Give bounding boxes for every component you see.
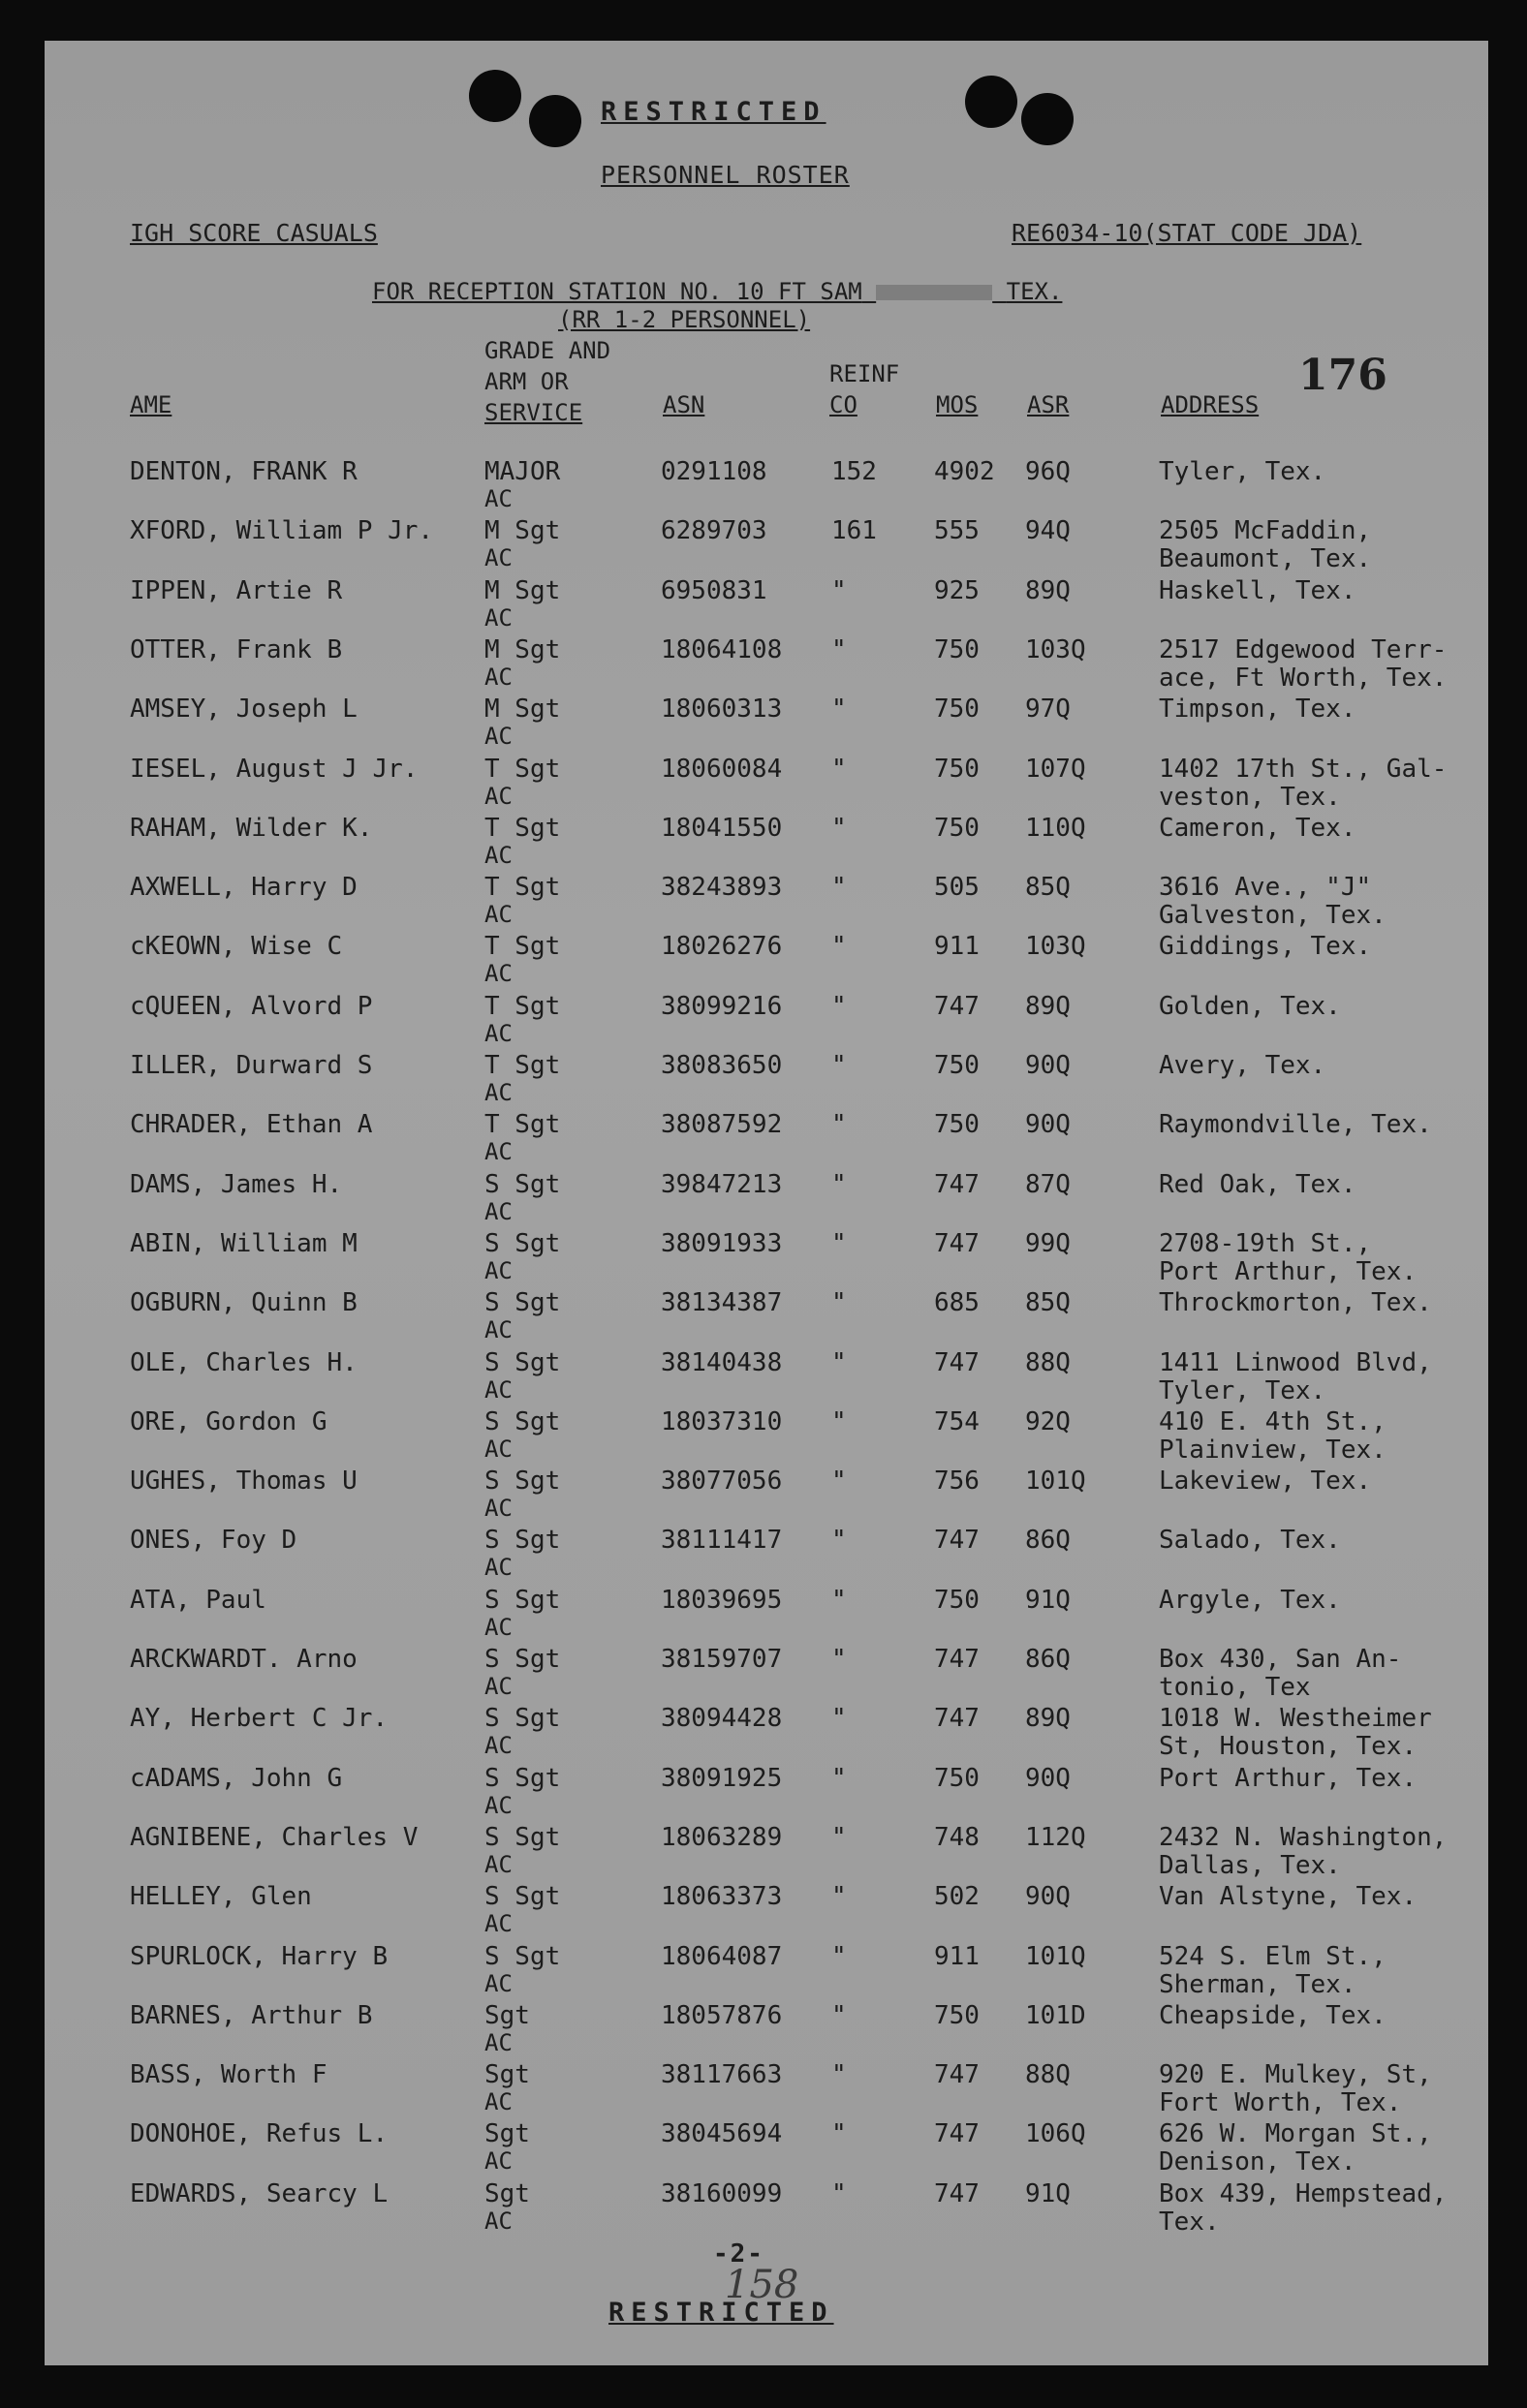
row-mos: 750 (934, 634, 980, 664)
row-address-line1: 1402 17th St., Gal- (1159, 754, 1448, 784)
row-mos: 756 (934, 1466, 980, 1497)
row-arm: AC (484, 1375, 513, 1404)
row-asr: 90Q (1025, 1882, 1071, 1912)
column-header-reinf (829, 358, 899, 420)
row-name: IESEL, August J Jr. (130, 754, 419, 784)
row-address-line2: ace, Ft Worth, Tex. (1159, 663, 1448, 693)
punch-hole (469, 70, 521, 122)
row-asn: 38087592 (661, 1110, 783, 1140)
row-grade: M Sgt (484, 695, 561, 725)
row-asn: 38099216 (661, 991, 783, 1021)
row-asr: 88Q (1025, 1347, 1071, 1377)
row-reinf-co: " (831, 873, 847, 903)
row-asn: 38160099 (661, 2178, 783, 2208)
station-tail: TEX. (1006, 278, 1063, 305)
row-arm: AC (484, 1435, 513, 1463)
row-arm: AC (484, 1673, 513, 1700)
row-grade: Sgt (484, 2178, 530, 2208)
row-asr: 85Q (1025, 1288, 1071, 1318)
row-asr: 90Q (1025, 1763, 1071, 1793)
row-name: AGNIBENE, Charles V (130, 1822, 419, 1852)
row-asn: 18060313 (661, 695, 783, 725)
row-grade: S Sgt (484, 1882, 561, 1912)
row-asr: 91Q (1025, 2178, 1071, 2208)
row-mos: 747 (934, 1228, 980, 1258)
row-name: DONOHOE, Refus L. (130, 2119, 389, 2149)
row-arm: AC (484, 1495, 513, 1523)
row-mos: 748 (934, 1822, 980, 1852)
row-grade: S Sgt (484, 1645, 561, 1674)
row-asn: 18039695 (661, 1585, 783, 1615)
row-asn: 38111417 (661, 1526, 783, 1556)
row-asr: 87Q (1025, 1169, 1071, 1199)
row-reinf-co: " (831, 1228, 847, 1258)
row-reinf-co: " (831, 1169, 847, 1199)
row-asn: 38077056 (661, 1466, 783, 1497)
row-asn: 18063373 (661, 1882, 783, 1912)
page-footer-number: -2- (713, 2239, 764, 2269)
row-asr: 101D (1025, 2000, 1086, 2030)
row-name: SPURLOCK, Harry B (130, 1941, 389, 1971)
row-mos: 4902 (934, 457, 995, 486)
row-reinf-co: " (831, 1526, 847, 1556)
row-name: BARNES, Arthur B (130, 2000, 373, 2030)
row-asr: 94Q (1025, 516, 1071, 546)
row-reinf-co: " (831, 813, 847, 843)
row-grade: T Sgt (484, 873, 561, 903)
row-address-line1: 2517 Edgewood Terr- (1159, 634, 1448, 664)
row-grade: S Sgt (484, 1941, 561, 1971)
row-address-line2: Galveston, Tex. (1159, 901, 1387, 931)
row-name: ORE, Gordon G (130, 1406, 327, 1436)
row-arm: AC (484, 2088, 513, 2116)
row-arm: AC (484, 1079, 513, 1106)
row-mos: 747 (934, 1347, 980, 1377)
row-asn: 38091925 (661, 1763, 783, 1793)
row-reinf-co: " (831, 1704, 847, 1734)
station-smudge (876, 285, 992, 300)
row-asr: 91Q (1025, 1585, 1071, 1615)
row-arm: AC (484, 1850, 513, 1878)
row-address-line2: veston, Tex. (1159, 782, 1341, 812)
row-asn: 38094428 (661, 1704, 783, 1734)
roster-subtitle: (RR 1-2 PERSONNEL) (558, 306, 811, 333)
row-asn: 6289703 (661, 516, 767, 546)
row-name: ATA, Paul (130, 1585, 266, 1615)
row-grade: M Sgt (484, 516, 561, 546)
row-grade: S Sgt (484, 1822, 561, 1852)
row-grade: S Sgt (484, 1169, 561, 1199)
row-asn: 38091933 (661, 1228, 783, 1258)
row-grade: S Sgt (484, 1347, 561, 1377)
row-mos: 505 (934, 873, 980, 903)
row-asr: 86Q (1025, 1645, 1071, 1674)
row-grade: T Sgt (484, 813, 561, 843)
row-name: RAHAM, Wilder K. (130, 813, 373, 843)
row-mos: 747 (934, 2119, 980, 2149)
row-name: cQUEEN, Alvord P (130, 991, 373, 1021)
row-arm: AC (484, 901, 513, 929)
row-mos: 750 (934, 1110, 980, 1140)
row-address-line1: Box 430, San An- (1159, 1645, 1402, 1674)
row-asn: 38140438 (661, 1347, 783, 1377)
row-asn: 18037310 (661, 1406, 783, 1436)
row-mos: 747 (934, 2178, 980, 2208)
row-name: BASS, Worth F (130, 2060, 327, 2090)
row-address-line2: Tex. (1159, 2207, 1220, 2237)
row-grade: S Sgt (484, 1406, 561, 1436)
page-number-stamp: 176 (1298, 351, 1387, 400)
row-grade: S Sgt (484, 1228, 561, 1258)
row-asr: 107Q (1025, 754, 1086, 784)
row-asr: 96Q (1025, 457, 1071, 486)
row-arm: AC (484, 1613, 513, 1641)
row-address-line2: Tyler, Tex. (1159, 1375, 1326, 1405)
row-address-line1: Haskell, Tex. (1159, 575, 1356, 605)
row-reinf-co: " (831, 991, 847, 1021)
row-arm: AC (484, 1256, 513, 1284)
row-mos: 750 (934, 695, 980, 725)
row-name: AXWELL, Harry D (130, 873, 358, 903)
row-grade: S Sgt (484, 1704, 561, 1734)
row-asn: 18063289 (661, 1822, 783, 1852)
row-asr: 103Q (1025, 634, 1086, 664)
row-arm: AC (484, 1910, 513, 1938)
row-mos: 911 (934, 932, 980, 962)
row-asn: 38117663 (661, 2060, 783, 2090)
row-name: cKEOWN, Wise C (130, 932, 343, 962)
row-reinf-co: " (831, 575, 847, 605)
row-arm: AC (484, 603, 513, 632)
punch-hole (1021, 93, 1074, 145)
row-asr: 89Q (1025, 575, 1071, 605)
row-name: DAMS, James H. (130, 1169, 343, 1199)
row-mos: 747 (934, 1645, 980, 1674)
document-page (45, 41, 1488, 2365)
row-reinf-co: " (831, 1051, 847, 1080)
row-asn: 18060084 (661, 754, 783, 784)
column-header-asr: ASR (1027, 391, 1070, 418)
row-asn: 38083650 (661, 1051, 783, 1080)
row-address-line1: Van Alstyne, Tex. (1159, 1882, 1418, 1912)
row-mos: 747 (934, 991, 980, 1021)
row-arm: AC (484, 723, 513, 751)
row-asr: 103Q (1025, 932, 1086, 962)
row-grade: S Sgt (484, 1763, 561, 1793)
row-address-line1: 2505 McFaddin, (1159, 516, 1372, 546)
row-arm: AC (484, 1969, 513, 1997)
station-line (372, 278, 1062, 305)
row-asr: 92Q (1025, 1406, 1071, 1436)
row-address-line1: Tyler, Tex. (1159, 457, 1326, 486)
row-asn: 0291108 (661, 457, 767, 486)
row-reinf-co: " (831, 1822, 847, 1852)
row-address-line1: Box 439, Hempstead, (1159, 2178, 1448, 2208)
row-mos: 685 (934, 1288, 980, 1318)
row-arm: AC (484, 1554, 513, 1582)
row-reinf-co: " (831, 1347, 847, 1377)
row-reinf-co: " (831, 2000, 847, 2030)
row-address-line2: tonio, Tex (1159, 1673, 1311, 1702)
column-header-reinf-line2: CO (829, 391, 857, 418)
punch-hole (529, 95, 581, 147)
row-address-line1: Giddings, Tex. (1159, 932, 1372, 962)
row-reinf-co: " (831, 634, 847, 664)
row-asn: 38243893 (661, 873, 783, 903)
row-name: ONES, Foy D (130, 1526, 297, 1556)
row-reinf-co: " (831, 695, 847, 725)
order-reference: RE6034-10(STAT CODE JDA) (1012, 219, 1362, 247)
column-header-name: AME (130, 391, 172, 418)
row-name: AY, Herbert C Jr. (130, 1704, 389, 1734)
row-reinf-co: " (831, 1882, 847, 1912)
row-name: ABIN, William M (130, 1228, 358, 1258)
row-reinf-co: " (831, 2119, 847, 2149)
roster-title: PERSONNEL ROSTER (601, 161, 850, 189)
row-address-line1: Golden, Tex. (1159, 991, 1341, 1021)
row-grade: Sgt (484, 2119, 530, 2149)
row-arm: AC (484, 2028, 513, 2056)
row-asr: 89Q (1025, 991, 1071, 1021)
row-address-line2: Denison, Tex. (1159, 2147, 1356, 2177)
row-mos: 750 (934, 813, 980, 843)
row-address-line1: 524 S. Elm St., (1159, 1941, 1387, 1971)
row-reinf-co: " (831, 1941, 847, 1971)
row-address-line1: 410 E. 4th St., (1159, 1406, 1387, 1436)
row-name: IPPEN, Artie R (130, 575, 343, 605)
restricted-footer: RESTRICTED (608, 2298, 834, 2328)
row-asn: 18064108 (661, 634, 783, 664)
row-asn: 6950831 (661, 575, 767, 605)
row-name: AMSEY, Joseph L (130, 695, 358, 725)
row-mos: 750 (934, 1585, 980, 1615)
row-mos: 747 (934, 1704, 980, 1734)
row-address-line1: 1018 W. Westheimer (1159, 1704, 1432, 1734)
row-arm: AC (484, 960, 513, 988)
restricted-header: RESTRICTED (601, 97, 826, 127)
row-asn: 18041550 (661, 813, 783, 843)
row-arm: AC (484, 2147, 513, 2176)
row-mos: 747 (934, 1526, 980, 1556)
column-header-grade-line2: ARM OR (484, 368, 569, 395)
row-asr: 88Q (1025, 2060, 1071, 2090)
row-name: EDWARDS, Searcy L (130, 2178, 389, 2208)
row-reinf-co: " (831, 2060, 847, 2090)
row-address-line2: Sherman, Tex. (1159, 1969, 1356, 1999)
row-arm: AC (484, 485, 513, 512)
row-address-line1: Port Arthur, Tex. (1159, 1763, 1418, 1793)
column-header-grade-line1: GRADE AND (484, 337, 611, 364)
row-grade: S Sgt (484, 1466, 561, 1497)
row-reinf-co: " (831, 932, 847, 962)
row-arm: AC (484, 1197, 513, 1225)
row-grade: Sgt (484, 2060, 530, 2090)
row-name: OLE, Charles H. (130, 1347, 358, 1377)
row-mos: 750 (934, 1763, 980, 1793)
row-address-line1: Timpson, Tex. (1159, 695, 1356, 725)
row-address-line1: Lakeview, Tex. (1159, 1466, 1372, 1497)
row-asn: 18064087 (661, 1941, 783, 1971)
row-grade: S Sgt (484, 1526, 561, 1556)
row-reinf-co: " (831, 1763, 847, 1793)
row-address-line1: Raymondville, Tex. (1159, 1110, 1432, 1140)
row-asn: 18057876 (661, 2000, 783, 2030)
row-address-line1: Cameron, Tex. (1159, 813, 1356, 843)
column-header-grade-line3: SERVICE (484, 399, 583, 426)
row-grade: M Sgt (484, 575, 561, 605)
row-address-line1: Avery, Tex. (1159, 1051, 1326, 1080)
row-address-line1: 920 E. Mulkey, St, (1159, 2060, 1432, 2090)
column-header-reinf-line1: REINF (829, 360, 900, 387)
row-address-line2: Plainview, Tex. (1159, 1435, 1387, 1465)
row-asn: 38045694 (661, 2119, 783, 2149)
row-address-line2: St, Houston, Tex. (1159, 1732, 1418, 1762)
row-mos: 754 (934, 1406, 980, 1436)
row-reinf-co: " (831, 1645, 847, 1674)
row-arm: AC (484, 1316, 513, 1344)
row-asn: 38159707 (661, 1645, 783, 1674)
row-grade: S Sgt (484, 1288, 561, 1318)
row-mos: 750 (934, 1051, 980, 1080)
row-address-line1: 2432 N. Washington, (1159, 1822, 1448, 1852)
row-arm: AC (484, 1138, 513, 1166)
row-mos: 750 (934, 754, 980, 784)
row-arm: AC (484, 1019, 513, 1047)
row-reinf-co: 152 (831, 457, 877, 486)
group-label: IGH SCORE CASUALS (130, 219, 378, 247)
row-address-line1: Salado, Tex. (1159, 1526, 1341, 1556)
row-grade: Sgt (484, 2000, 530, 2030)
row-asr: 90Q (1025, 1110, 1071, 1140)
row-grade: M Sgt (484, 634, 561, 664)
row-grade: T Sgt (484, 1110, 561, 1140)
row-mos: 750 (934, 2000, 980, 2030)
row-mos: 747 (934, 2060, 980, 2090)
row-asr: 97Q (1025, 695, 1071, 725)
row-arm: AC (484, 782, 513, 810)
row-address-line1: Argyle, Tex. (1159, 1585, 1341, 1615)
row-grade: T Sgt (484, 932, 561, 962)
row-reinf-co: " (831, 1466, 847, 1497)
row-asn: 18026276 (661, 932, 783, 962)
row-asr: 112Q (1025, 1822, 1086, 1852)
row-name: OGBURN, Quinn B (130, 1288, 358, 1318)
row-grade: S Sgt (484, 1585, 561, 1615)
row-address-line2: Fort Worth, Tex. (1159, 2088, 1402, 2118)
row-reinf-co: " (831, 754, 847, 784)
row-asr: 89Q (1025, 1704, 1071, 1734)
row-name: ARCKWARDT. Arno (130, 1645, 358, 1674)
handwritten-number: 158 (725, 2263, 799, 2307)
row-reinf-co: 161 (831, 516, 877, 546)
row-name: ILLER, Durward S (130, 1051, 373, 1080)
column-header-grade (484, 335, 610, 428)
row-asn: 39847213 (661, 1169, 783, 1199)
row-mos: 747 (934, 1169, 980, 1199)
row-mos: 555 (934, 516, 980, 546)
row-name: OTTER, Frank B (130, 634, 343, 664)
row-reinf-co: " (831, 1110, 847, 1140)
row-asr: 101Q (1025, 1941, 1086, 1971)
station-text: FOR RECEPTION STATION NO. 10 FT SAM (372, 278, 862, 305)
row-address-line2: Port Arthur, Tex. (1159, 1256, 1418, 1286)
row-reinf-co: " (831, 1406, 847, 1436)
row-name: CHRADER, Ethan A (130, 1110, 373, 1140)
row-address-line1: 1411 Linwood Blvd, (1159, 1347, 1432, 1377)
row-name: DENTON, FRANK R (130, 457, 358, 486)
row-asn: 38134387 (661, 1288, 783, 1318)
row-name: cADAMS, John G (130, 1763, 343, 1793)
row-address-line1: Red Oak, Tex. (1159, 1169, 1356, 1199)
row-mos: 925 (934, 575, 980, 605)
row-name: XFORD, William P Jr. (130, 516, 434, 546)
row-arm: AC (484, 841, 513, 869)
column-header-address: ADDRESS (1161, 391, 1260, 418)
row-address-line1: 2708-19th St., (1159, 1228, 1372, 1258)
row-address-line2: Dallas, Tex. (1159, 1850, 1341, 1880)
row-grade: T Sgt (484, 1051, 561, 1080)
row-grade: T Sgt (484, 991, 561, 1021)
row-arm: AC (484, 544, 513, 572)
row-reinf-co: " (831, 2178, 847, 2208)
row-asr: 110Q (1025, 813, 1086, 843)
row-arm: AC (484, 1791, 513, 1819)
row-address-line2: Beaumont, Tex. (1159, 544, 1372, 574)
row-address-line1: Cheapside, Tex. (1159, 2000, 1387, 2030)
row-mos: 502 (934, 1882, 980, 1912)
row-name: UGHES, Thomas U (130, 1466, 358, 1497)
row-name: HELLEY, Glen (130, 1882, 312, 1912)
row-asr: 99Q (1025, 1228, 1071, 1258)
column-header-asn: ASN (663, 391, 705, 418)
row-reinf-co: " (831, 1585, 847, 1615)
row-address-line1: Throckmorton, Tex. (1159, 1288, 1432, 1318)
row-mos: 911 (934, 1941, 980, 1971)
row-arm: AC (484, 663, 513, 691)
row-arm: AC (484, 1732, 513, 1760)
row-asr: 85Q (1025, 873, 1071, 903)
row-asr: 86Q (1025, 1526, 1071, 1556)
row-grade: T Sgt (484, 754, 561, 784)
row-grade: MAJOR (484, 457, 561, 486)
row-address-line1: 626 W. Morgan St., (1159, 2119, 1432, 2149)
row-arm: AC (484, 2207, 513, 2235)
row-asr: 101Q (1025, 1466, 1086, 1497)
row-asr: 90Q (1025, 1051, 1071, 1080)
punch-hole (965, 76, 1017, 128)
row-reinf-co: " (831, 1288, 847, 1318)
column-header-mos: MOS (936, 391, 979, 418)
row-address-line1: 3616 Ave., "J" (1159, 873, 1372, 903)
row-asr: 106Q (1025, 2119, 1086, 2149)
